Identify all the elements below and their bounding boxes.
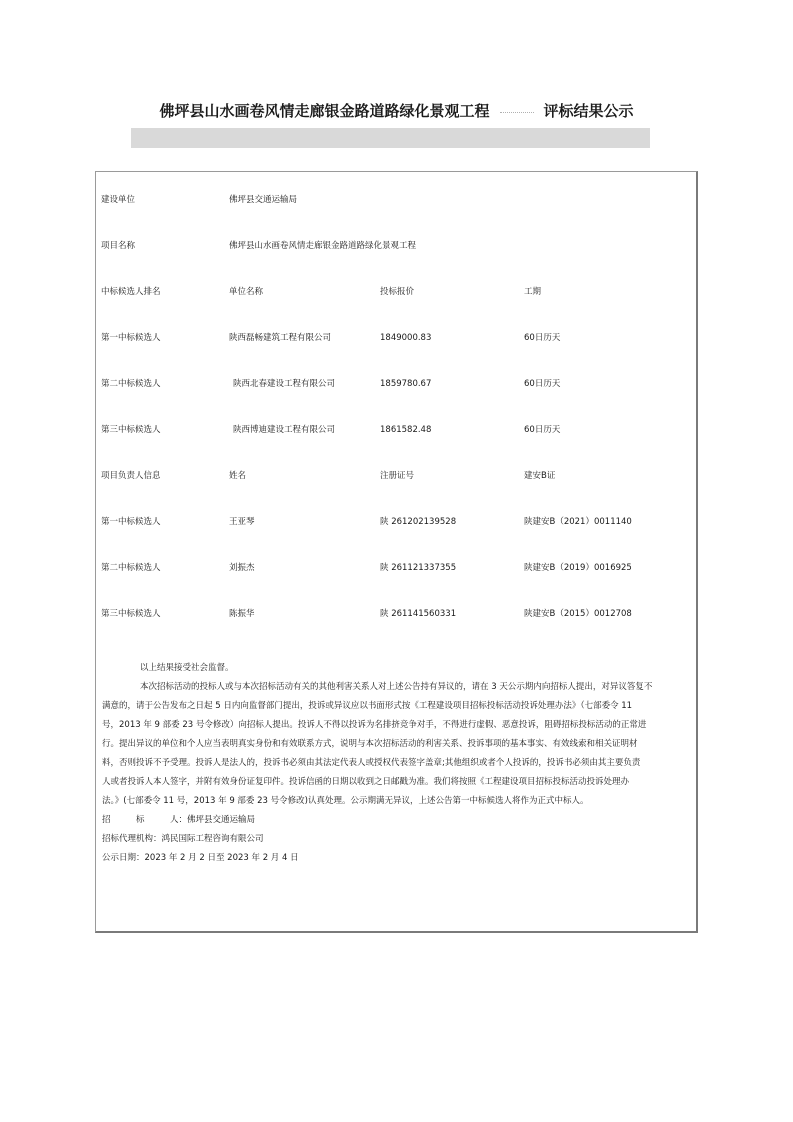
manager-row-reg: 陕 261141560331 (380, 609, 457, 619)
manager-header-reg: 注册证号 (380, 471, 415, 481)
manager-row-rank: 第三中标候选人 (101, 609, 161, 619)
title-suffix: 评标结果公示 (543, 102, 634, 120)
bid-row-unit: 陕西博迪建设工程有限公司 (233, 425, 336, 435)
manager-row-name: 刘振杰 (229, 563, 255, 573)
manager-row-reg: 陕 261202139528 (380, 517, 457, 527)
bid-header-rank: 中标候选人排名 (101, 287, 161, 297)
objection-line: 满意的，请于公告发布之日起 5 日内向监督部门提出，投诉或异议应以书面形式按《工程建设项目招标投标活动投诉处理办法》（七部委令 11 (102, 701, 633, 711)
manager-row-cert: 陕建安B（2015）0012708 (524, 609, 632, 619)
notice-text (102, 659, 694, 868)
manager-header-name: 姓名 (229, 471, 247, 481)
agency-line: 招标代理机构：鸿民国际工程咨询有限公司 (102, 834, 264, 844)
bid-row-period: 60日历天 (524, 379, 561, 389)
manager-row-reg: 陕 261121337355 (380, 563, 457, 573)
page-title (0, 100, 793, 121)
bid-row-price: 1849000.83 (380, 333, 432, 343)
manager-row-cert: 陕建安B（2021）0011140 (524, 517, 632, 527)
manager-header-cert: 建安B证 (524, 471, 556, 481)
bid-row-period: 60日历天 (524, 333, 561, 343)
bid-header-price: 投标报价 (380, 287, 415, 297)
manager-row-name: 王亚琴 (229, 517, 255, 527)
objection-line: 料，否则投诉不予受理。投诉人是法人的，投诉书必须由其法定代表人或授权代表签字盖章;其他组织或者个人投诉的，投诉书必须由其主要负责 (102, 758, 641, 768)
manager-row-rank: 第一中标候选人 (101, 517, 161, 527)
bid-row-unit: 陕西北春建设工程有限公司 (233, 379, 336, 389)
result-panel (95, 171, 698, 933)
bid-row-rank: 第一中标候选人 (101, 333, 161, 343)
manager-row-cert: 陕建安B（2019）0016925 (524, 563, 632, 573)
tenderer-line: 招 标 人：佛坪县交通运输局 (102, 815, 256, 825)
manager-row-name: 陈振华 (229, 609, 255, 619)
builder-label: 建设单位 (101, 195, 136, 205)
bid-row-period: 60日历天 (524, 425, 561, 435)
header-bar (131, 128, 650, 148)
manager-header-info: 项目负责人信息 (101, 471, 161, 481)
objection-line: 本次招标活动的投标人或与本次招标活动有关的其他利害关系人对上述公告持有异议的，请在 3 天公示期内向招标人提出，对异议答复不 (140, 682, 653, 692)
bid-header-period: 工期 (524, 287, 542, 297)
bid-row-rank: 第二中标候选人 (101, 379, 161, 389)
date-line: 公示日期：2023 年 2 月 2 日至 2023 年 2 月 4 日 (102, 853, 299, 863)
objection-line: 法。》(七部委令 11 号，2013 年 9 部委 23 号令修改)认真处理。公示期满无异议，上述公告第一中标候选人将作为正式中标人。 (102, 796, 589, 806)
bid-header-unit: 单位名称 (229, 287, 264, 297)
project-label: 项目名称 (101, 241, 136, 251)
supervision-note: 以上结果接受社会监督。 (140, 663, 234, 673)
objection-line: 行。提出异议的单位和个人应当表明真实身份和有效联系方式，说明与本次招标活动的利害关系、投诉事项的基本事实、有效线索和相关证明材 (102, 739, 638, 749)
bid-row-price: 1859780.67 (380, 379, 432, 389)
objection-line: 人或者投诉人本人签字，并附有效身份证复印件。投诉信函的日期以收到之日邮戳为准。我们将按照《工程建设项目招标投标活动投诉处理办 (102, 777, 630, 787)
bid-row-unit: 陕西磊畅建筑工程有限公司 (229, 333, 332, 343)
title-blank (500, 110, 534, 113)
objection-line: 号，2013 年 9 部委 23 号令修改）向招标人提出。投诉人不得以投诉为名排挤竞争对手，不得进行虚假、恶意投诉，阻碍招标投标活动的正常进 (102, 720, 647, 730)
bid-row-rank: 第三中标候选人 (101, 425, 161, 435)
bid-row-price: 1861582.48 (380, 425, 432, 435)
project-value: 佛坪县山水画卷风情走廊银金路道路绿化景观工程 (229, 241, 417, 251)
manager-row-rank: 第二中标候选人 (101, 563, 161, 573)
title-main: 佛坪县山水画卷风情走廊银金路道路绿化景观工程 (159, 102, 490, 120)
builder-value: 佛坪县交通运输局 (229, 195, 298, 205)
